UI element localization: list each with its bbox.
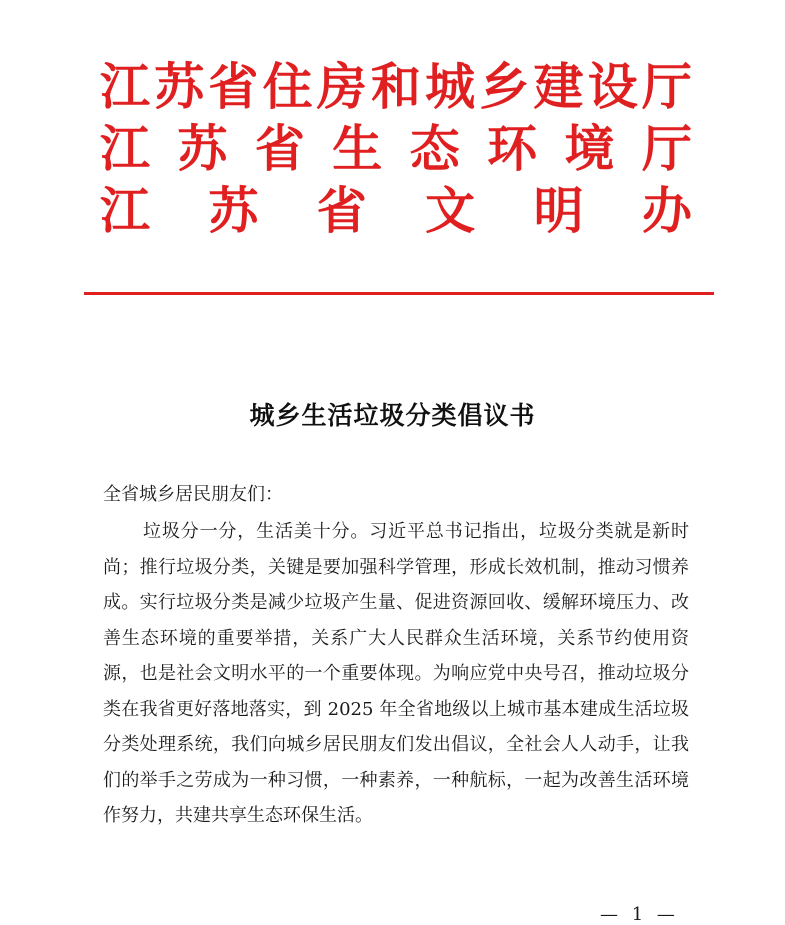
salutation: 全省城乡居民朋友们： <box>103 484 283 505</box>
issuer-char: 省 <box>316 181 367 240</box>
issuer-char: 住 <box>262 57 313 116</box>
page-number: — 1 — <box>600 904 679 925</box>
issuer-line-housing-dept <box>100 58 692 120</box>
issuer-char: 环 <box>487 119 538 178</box>
issuer-char: 态 <box>409 119 460 178</box>
body-paragraph: 垃圾分一分，生活美十分。习近平总书记指出，垃圾分类就是新时尚；推行垃圾分类，关键是要加强科学管理，形成长效机制，推动习惯养成。实行垃圾分类是减少垃圾产生量、促进资源回收、缓解环境压力、改善生态环境的重要举措，关系广大人民群众生活环境，关系节约使用资源，也是社会文明水平的一个重要体现。为响应党中央号召，推动垃圾分类在我省更好落地落实，到 2025 年全省地级以上城市基本建成生活垃圾分类处理系统，我们向城乡居民朋友们发出倡议，全社会人人动手，让我们的举手之劳成为一种习惯，一种素养，一种航标，一起为改善生活环境作努力，共建共享生态环保生活。 <box>103 521 689 826</box>
issuer-line-civilization-office <box>100 182 692 244</box>
issuer-char: 省 <box>254 119 305 178</box>
red-divider-line <box>84 292 714 295</box>
issuer-char: 和 <box>370 57 421 116</box>
issuer-char: 江 <box>100 119 150 178</box>
issuer-char: 苏 <box>177 119 228 178</box>
issuer-char: 房 <box>316 57 367 116</box>
issuer-char: 乡 <box>479 57 530 116</box>
issuer-char: 城 <box>425 57 476 116</box>
issuer-char: 办 <box>641 181 692 240</box>
issuing-authorities-header <box>100 58 692 244</box>
issuer-line-environment-dept <box>100 120 692 182</box>
issuer-char: 明 <box>533 181 584 240</box>
issuer-char: 厅 <box>641 57 692 116</box>
issuer-char: 生 <box>332 119 383 178</box>
document-title: 城乡生活垃圾分类倡议书 <box>249 401 536 430</box>
issuer-char: 建 <box>533 57 584 116</box>
issuer-char: 设 <box>587 57 638 116</box>
issuer-char: 苏 <box>208 181 259 240</box>
issuer-char: 江 <box>100 57 150 116</box>
issuer-char: 省 <box>208 57 259 116</box>
issuer-char: 苏 <box>154 57 205 116</box>
issuer-char: 江 <box>100 181 150 240</box>
issuer-char: 文 <box>425 181 476 240</box>
issuer-char: 境 <box>564 119 615 178</box>
issuer-char: 厅 <box>641 119 692 178</box>
